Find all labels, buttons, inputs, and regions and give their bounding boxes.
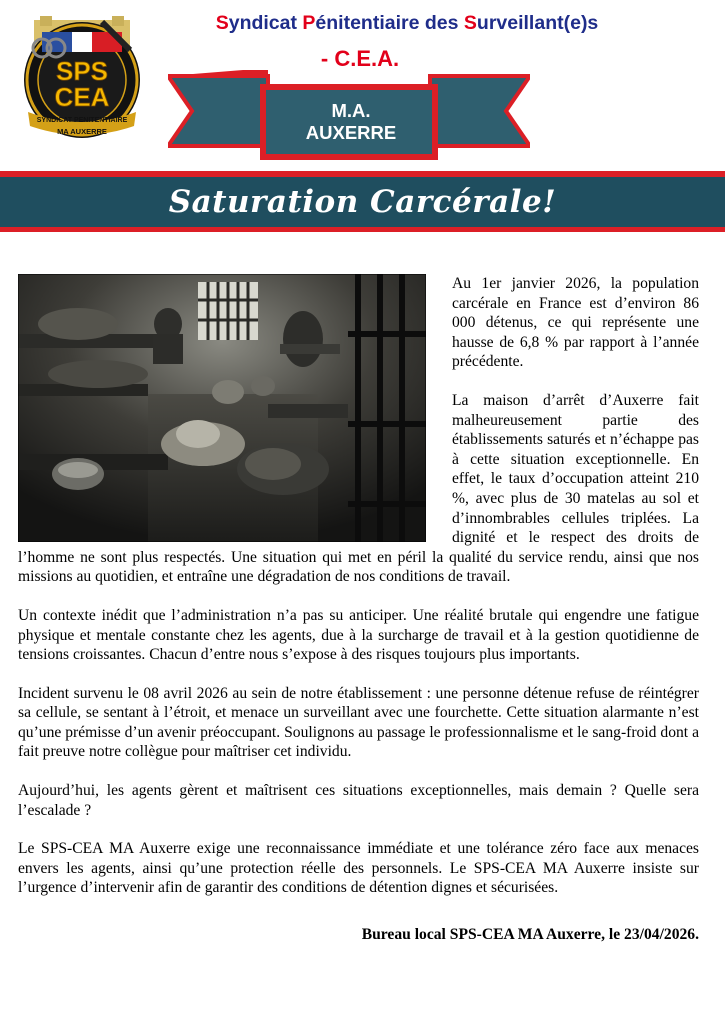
paragraph-6: Le SPS-CEA MA Auxerre exige une reconnaissance immédiate et une tolérance zéro face aux menaces envers les agents, ainsi qu’une protection réelle des personnels. Le SPS-CEA MA Auxerre insiste sur l’urgence d’intervenir afin de garantir des conditions de détention dignes et sécurisées.	[18, 840, 699, 897]
logo-line1: SPS	[55, 56, 109, 86]
logo-ring-bottom: MA AUXERRE	[57, 127, 107, 136]
org-initial-2: P	[302, 12, 316, 34]
page-title: Saturation Carcérale!	[168, 184, 557, 220]
sps-cea-logo	[12, 14, 152, 144]
paragraph-5: Aujourd’hui, les agents gèrent et maîtrisent ces situations exceptionnelles, mais demain ? Quelle sera l’escalade ?	[18, 782, 699, 819]
logo-line2: CEA	[54, 82, 110, 112]
ribbon-label	[268, 100, 434, 144]
org-word-2: énitentiaire des	[315, 12, 464, 34]
paragraph-3: Un contexte inédit que l’administration n’a pas su anticiper. Une réalité brutale qui engendre une fatigue physique et mentale constante chez les agents, due à la surcharge de travail et à la gestion quotidienne de tensions croissantes. Chacun d’entre nous s’expose à des risques toujours plus importants.	[18, 606, 699, 664]
article-body	[18, 274, 699, 917]
signature-line: Bureau local SPS-CEA MA Auxerre, le 23/04/2026.	[361, 926, 699, 943]
paragraph-4: Incident survenu le 08 avril 2026 au sein de notre établissement : une personne détenue refuse de réintégrer sa cellule, se sentant à l’étroit, et menace un surveillant avec une fourchette. Cette situation alarmante n’est qu’une prémisse d’un avenir préoccupant. Soulignons au passage le professionnalisme et le sang-froid dont a fait preuve notre collègue pour maîtriser cet individu.	[18, 684, 699, 761]
organization-suffix: - C.E.A.	[320, 46, 400, 71]
prison-cell-photo	[18, 274, 426, 542]
ribbon-line-1: M.A.	[331, 100, 371, 121]
logo-ring-top: SYNDICAT PENITENTIAIRE	[36, 117, 128, 124]
organization-name	[172, 12, 642, 35]
paragraph-1: Au 1er janvier 2026, la population carcérale en France est d’environ 86 000 détenus, ce qui représente une hausse de 6,8 % par rapport à l’année précédente.	[452, 275, 699, 371]
paragraph-2: La maison d’arrêt d’Auxerre fait malheureusement partie des établissements saturés et n’échappe pas à cette situation exceptionnelle. En effet, le taux d’occupation atteint 210 %, avec plus de 30 matelas au sol et d’innombrables cellules triplées. La dignité et le respect des droits de l’homme ne sont plus respectés. Une situation qui met en péril la qualité du service rendu, ainsi que nos missions au quotidien, et entraîne une dégradation de nos conditions de travail.	[18, 391, 699, 586]
org-word-3: urveillant(e)s	[476, 12, 599, 34]
band-bottom-stripe	[0, 227, 725, 232]
ribbon-line-2: AUXERRE	[305, 122, 397, 143]
org-initial-3: S	[463, 12, 477, 34]
org-initial-1: S	[215, 12, 229, 34]
org-word-1: yndicat	[228, 12, 303, 34]
